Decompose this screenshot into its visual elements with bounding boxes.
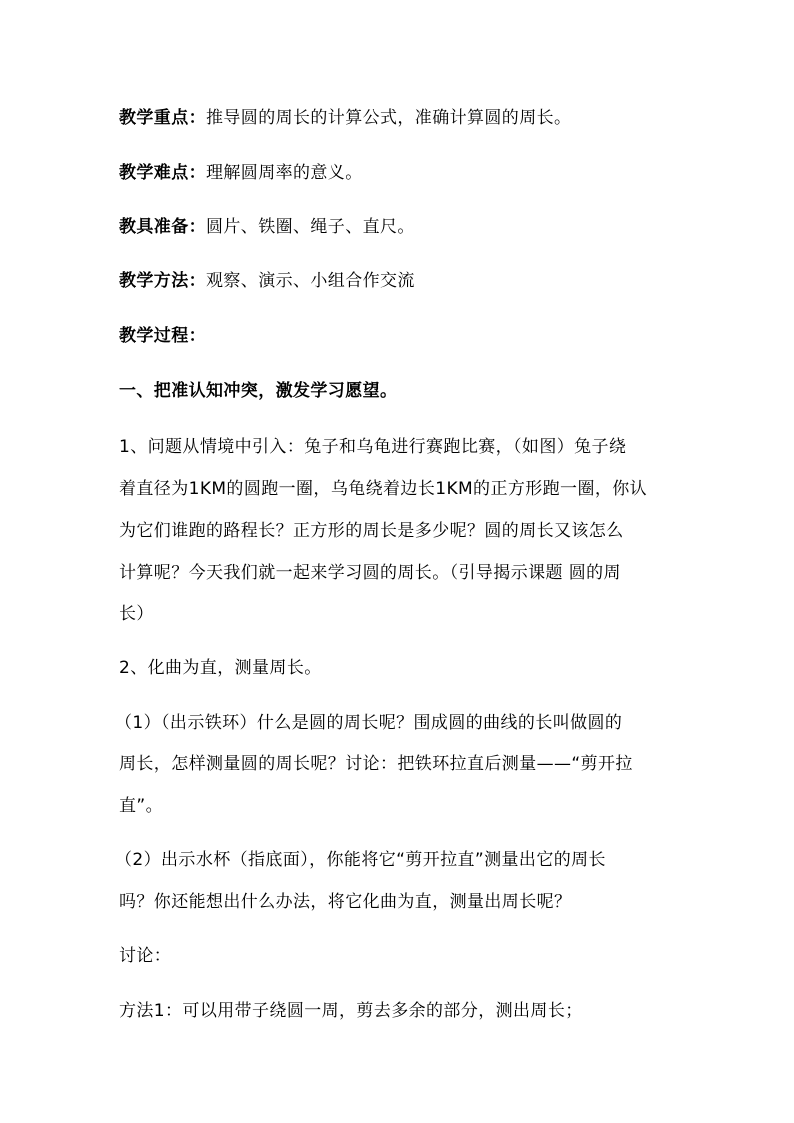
sub1-line-2: 周长，怎样测量圆的周长呢？讨论：把铁环拉直后测量——“剪开拉 <box>119 754 633 774</box>
sub2-line-2: 吗？你还能想出什么办法，将它化曲为直，测量出周长呢？ <box>119 892 572 912</box>
item1-line-5: 长） <box>119 604 154 624</box>
methods-line <box>119 270 684 292</box>
materials-line <box>119 216 684 238</box>
methods-text: 观察、演示、小组合作交流 <box>206 271 415 291</box>
key-points-label: 教学重点： <box>119 108 206 128</box>
materials-text: 圆片、铁圈、绳子、直尺。 <box>206 217 415 237</box>
item2-heading: 2、化曲为直，测量周长。 <box>119 658 322 678</box>
discussion-label: 讨论： <box>119 946 172 966</box>
sub1-line-1: （1）（出示铁环）什么是圆的周长呢？围成圆的曲线的长叫做圆的 <box>115 713 623 733</box>
method1-line: 方法1：可以用带子绕圆一周，剪去多余的部分，测出周长； <box>119 1001 583 1021</box>
section1-heading: 一、把准认知冲突，激发学习愿望。 <box>119 381 398 401</box>
difficulty-line <box>119 162 684 184</box>
difficulty-text: 理解圆周率的意义。 <box>206 163 363 183</box>
item1-line-3: 为它们谁跑的路程长？正方形的周长是多少呢？圆的周长又该怎么 <box>119 521 624 541</box>
item1-line-2: 着直径为1KM的圆跑一圈，乌龟绕着边长1KM的正方形跑一圈，你认 <box>119 479 648 499</box>
item1-line-4: 计算呢？今天我们就一起来学习圆的周长。（引导揭示课题 圆的周 <box>119 563 621 583</box>
sub1-line-3: 直”。 <box>119 796 164 816</box>
materials-label: 教具准备： <box>119 217 206 237</box>
methods-label: 教学方法： <box>119 271 206 291</box>
process-heading: 教学过程： <box>119 326 206 346</box>
item1-line-1: 1、问题从情境中引入：兔子和乌龟进行赛跑比赛，（如图）兔子绕 <box>119 437 627 457</box>
key-points-text: 推导圆的周长的计算公式，准确计算圆的周长。 <box>206 108 572 128</box>
key-points-line <box>119 107 684 129</box>
sub2-line-1: （2）出示水杯（指底面），你能将它“剪开拉直”测量出它的周长 <box>115 850 606 870</box>
difficulty-label: 教学难点： <box>119 163 206 183</box>
